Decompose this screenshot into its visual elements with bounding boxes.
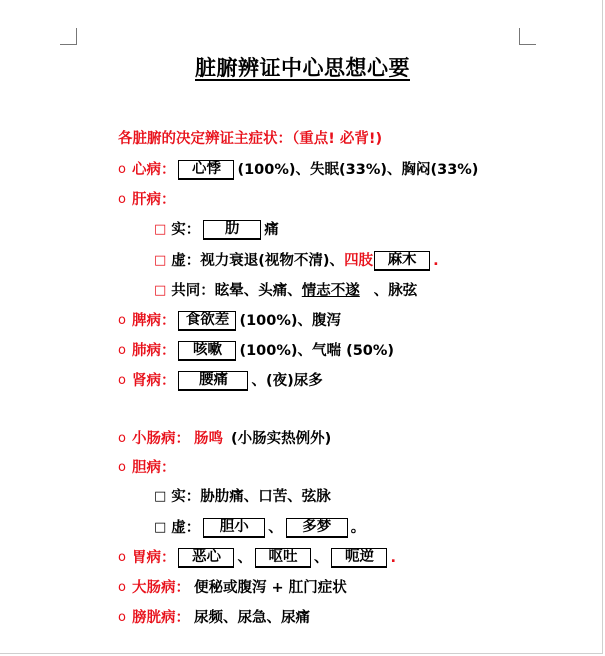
- small-intestine-item: [118, 428, 331, 450]
- bullet-icon: o: [118, 313, 126, 328]
- liver-xu-end: .: [433, 253, 439, 269]
- gallbladder-item: [118, 457, 175, 479]
- liver-xu-label: 虚：: [171, 253, 201, 269]
- gallbladder-shi-label: 实：: [171, 489, 201, 505]
- liver-xu-item: [154, 250, 439, 272]
- spleen-label: 脾病：: [131, 313, 176, 329]
- large-intestine-label: 大肠病：: [131, 580, 190, 596]
- liver-common-end: 、脉弦: [373, 283, 418, 299]
- gallbladder-shi-text: 胁肋痛、口苦、弦脉: [200, 489, 331, 505]
- liver-xu-text: 视力衰退(视物不清)、: [200, 253, 345, 269]
- liver-shi-rest: 痛: [264, 222, 279, 238]
- spleen-item: [118, 310, 341, 332]
- liver-common-label: 共同：: [171, 283, 215, 299]
- margin-corner-top-left: [60, 28, 77, 45]
- liver-shi-item: [154, 219, 279, 241]
- large-intestine-text: 便秘或腹泻 + 肛门症状: [193, 580, 347, 596]
- intro-text: 各脏腑的决定辨证主症状：（重点! 必背!): [118, 131, 383, 147]
- stomach-sep2: 、: [313, 550, 329, 566]
- liver-label: 肝病：: [131, 192, 176, 208]
- small-intestine-red-text: 肠鸣: [193, 431, 223, 447]
- kidney-box: 腰痛: [178, 371, 248, 391]
- stomach-label: 胃病：: [131, 550, 176, 566]
- lung-box: 咳嗽: [178, 341, 236, 361]
- liver-xu-red: 四肢: [344, 253, 374, 269]
- gallbladder-xu-sep: 、: [268, 520, 283, 536]
- bullet-icon: o: [118, 373, 126, 388]
- liver-xu-box: 麻木: [374, 251, 430, 271]
- lung-item: [118, 340, 394, 362]
- square-bullet-icon: □: [154, 520, 167, 535]
- bladder-text: 尿频、尿急、尿痛: [193, 610, 310, 626]
- liver-shi-box: 肋: [203, 220, 261, 240]
- liver-common-text: 眩晕、头痛、: [214, 283, 302, 299]
- kidney-item: [118, 370, 323, 392]
- small-intestine-label: 小肠病：: [131, 431, 190, 447]
- large-intestine-item: [118, 577, 347, 599]
- liver-common-item: [154, 280, 417, 302]
- spleen-rest: (100%)、腹泻: [239, 313, 342, 329]
- stomach-item: [118, 547, 396, 569]
- liver-common-underlined: 情志不遂: [301, 283, 360, 299]
- square-bullet-icon: □: [154, 222, 167, 237]
- liver-shi-label: 实：: [171, 222, 201, 238]
- square-bullet-icon: □: [154, 489, 167, 504]
- gallbladder-xu-end: 。: [350, 520, 366, 536]
- kidney-rest: 、(夜)尿多: [251, 373, 323, 389]
- bullet-icon: o: [118, 343, 126, 358]
- spleen-box: 食欲差: [178, 311, 236, 331]
- bullet-icon: o: [118, 162, 126, 177]
- gallbladder-xu-box1: 胆小: [203, 518, 265, 538]
- stomach-box3: 呃逆: [331, 548, 387, 568]
- bullet-icon: o: [118, 610, 126, 625]
- bullet-icon: o: [118, 192, 126, 207]
- bullet-icon: o: [118, 550, 126, 565]
- small-intestine-rest: (小肠实热例外): [230, 431, 332, 447]
- stomach-end: .: [390, 550, 396, 566]
- stomach-sep1: 、: [237, 550, 252, 566]
- stomach-box1: 恶心: [178, 548, 234, 568]
- kidney-label: 肾病：: [131, 373, 176, 389]
- bullet-icon: o: [118, 460, 126, 475]
- bladder-label: 膀胱病：: [131, 610, 190, 626]
- gallbladder-xu-box2: 多梦: [286, 518, 348, 538]
- margin-corner-top-right: [519, 28, 536, 45]
- gallbladder-xu-item: [154, 517, 365, 539]
- bladder-item: [118, 607, 310, 629]
- square-bullet-icon: □: [154, 253, 167, 268]
- heart-rest: (100%)、失眠(33%)、胸闷(33%): [237, 162, 479, 178]
- bullet-icon: o: [118, 431, 126, 446]
- gallbladder-xu-label: 虚：: [171, 520, 201, 536]
- gallbladder-shi-item: [154, 486, 331, 508]
- gallbladder-label: 胆病：: [131, 460, 176, 476]
- document-title: 脏腑辨证中心思想心要: [195, 56, 410, 80]
- intro-line: [118, 128, 382, 150]
- stomach-box2: 呕吐: [255, 548, 311, 568]
- lung-label: 肺病：: [131, 343, 176, 359]
- liver-item: [118, 189, 175, 211]
- lung-rest: (100%)、气喘 (50%): [239, 343, 395, 359]
- square-bullet-icon: □: [154, 283, 167, 298]
- heart-label: 心病：: [131, 162, 176, 178]
- heart-box: 心悸: [178, 160, 234, 180]
- bullet-icon: o: [118, 580, 126, 595]
- heart-item: [118, 159, 478, 181]
